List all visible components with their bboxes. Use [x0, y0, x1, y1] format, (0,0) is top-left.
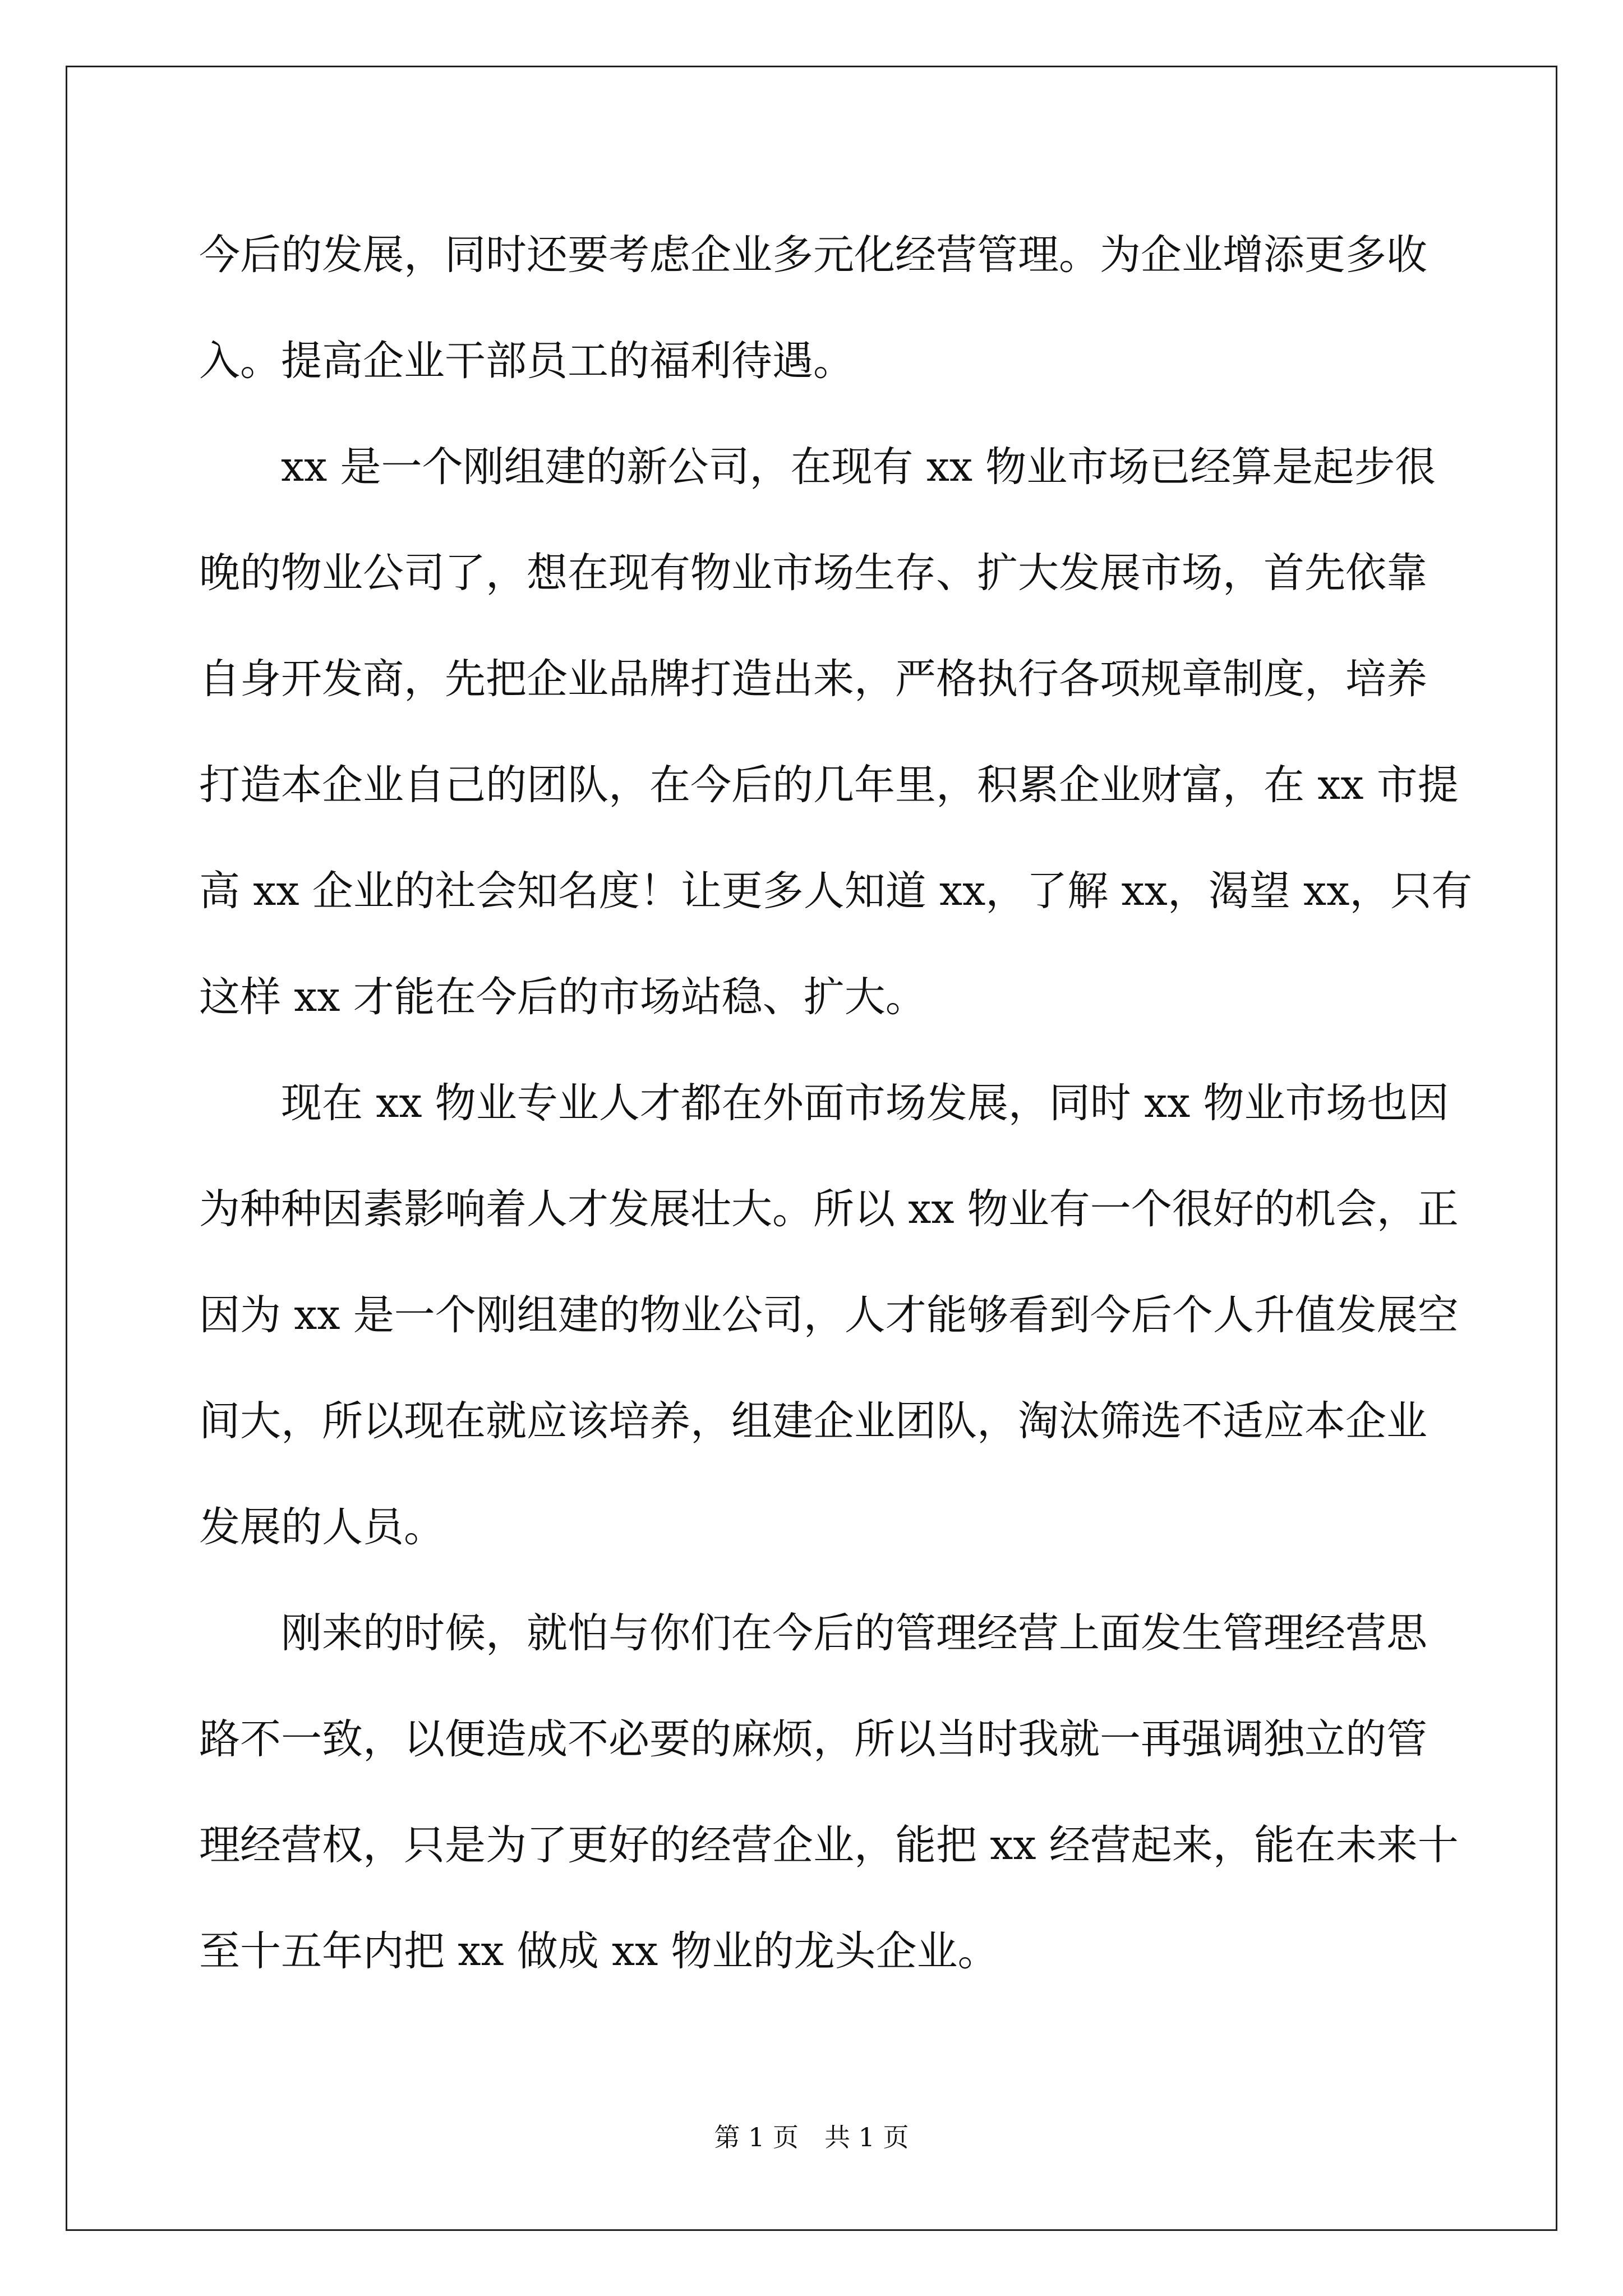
text-line: 间大，所以现在就应该培养，组建企业团队，淘汰筛选不适应本企业 [199, 1397, 1427, 1445]
text-line: 自身开发商，先把企业品牌打造出来，严格执行各项规章制度，培养 [199, 655, 1427, 703]
text-line: 刚来的时候，就怕与你们在今后的管理经营上面发生管理经营思 [281, 1609, 1427, 1657]
text-line: 现在 xx 物业专业人才都在外面市场发展，同时 xx 物业市场也因 [281, 1079, 1449, 1127]
text-line: 入。提高企业干部员工的福利待遇。 [199, 337, 854, 385]
text-line: 至十五年内把 xx 做成 xx 物业的龙头企业。 [199, 1927, 999, 1975]
text-line: 这样 xx 才能在今后的市场站稳、扩大。 [199, 973, 926, 1021]
text-line: 为种种因素影响着人才发展壮大。所以 xx 物业有一个很好的机会，正 [199, 1185, 1459, 1233]
text-line: 路不一致，以便造成不必要的麻烦，所以当时我就一再强调独立的管 [199, 1715, 1427, 1763]
text-line: 高 xx 企业的社会知名度！让更多人知道 xx，了解 xx，渴望 xx，只有 [199, 867, 1473, 915]
text-line: 打造本企业自己的团队，在今后的几年里，积累企业财富，在 xx 市提 [199, 761, 1459, 809]
page-number: 第 1 页 共 1 页 [714, 2122, 909, 2152]
text-line: 今后的发展，同时还要考虑企业多元化经营管理。为企业增添更多收 [199, 231, 1427, 279]
text-line: 晚的物业公司了，想在现有物业市场生存、扩大发展市场，首先依靠 [199, 549, 1427, 597]
document-body [199, 202, 1473, 2004]
text-line: 理经营权，只是为了更好的经营企业，能把 xx 经营起来，能在未来十 [199, 1821, 1459, 1869]
text-line: 发展的人员。 [199, 1503, 445, 1551]
text-line: xx 是一个刚组建的新公司，在现有 xx 物业市场已经算是起步很 [281, 443, 1436, 491]
text-line: 因为 xx 是一个刚组建的物业公司，人才能够看到今后个人升值发展空 [199, 1291, 1459, 1339]
